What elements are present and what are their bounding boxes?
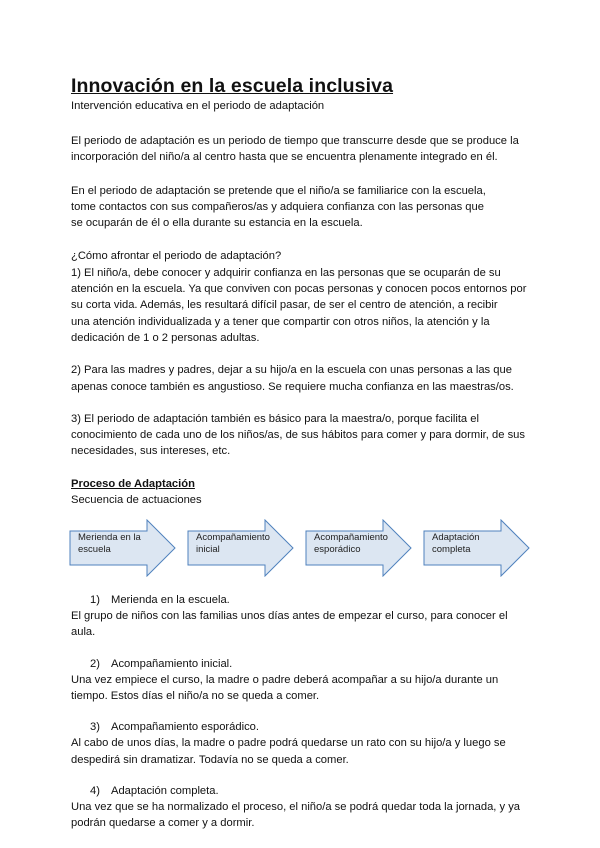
step-heading xyxy=(90,656,541,672)
process-subheading: Secuencia de actuaciones xyxy=(71,493,202,506)
sequence-step-label: Merienda en la escuela xyxy=(78,532,141,556)
spacer xyxy=(71,166,541,183)
spacer xyxy=(71,641,541,656)
sequence-arrow xyxy=(69,519,177,577)
sequence-step-label: Acompañamiento inicial xyxy=(196,532,270,556)
step-description: Al cabo de unos días, la madre o padre podrá quedarse un rato con su hijo/a y luego se despedirá sin dramatizar. Todavía no se queda a comer. xyxy=(71,737,506,766)
document-subtitle: Intervención educativa en el periodo de adaptación xyxy=(71,100,325,112)
intro-paragraph: En el periodo de adaptación se pretende que el niño/a se familiarice con la escuela, tome contactos con sus compañeros/as y adquiera confianza con las personas que se ocuparán de él o ella durante su estancia en la escuela. xyxy=(71,184,486,230)
step-description: Una vez empiece el curso, la madre o padre deberá acompañar a su hijo/a durante un tiempo. Estos días el niño/a no se queda a comer. xyxy=(71,673,499,702)
document-page xyxy=(71,74,541,831)
step-title: Acompañamiento inicial. xyxy=(111,657,233,670)
step-title: Adaptación completa. xyxy=(111,784,219,797)
sequence-arrow xyxy=(187,519,295,577)
step-title: Acompañamiento esporádico. xyxy=(111,721,260,734)
step-heading xyxy=(90,783,541,799)
step-number: 1) xyxy=(90,594,100,607)
sequence-arrow xyxy=(305,519,413,577)
process-heading: Proceso de Adaptación xyxy=(71,477,195,490)
spacer xyxy=(71,460,541,476)
sequence-step-label: Acompañamiento esporádico xyxy=(314,532,388,556)
document-title: Innovación en la escuela inclusiva xyxy=(71,75,394,97)
step-heading xyxy=(90,719,541,735)
question-point: 3) El periodo de adaptación también es básico para la maestra/o, porque facilita el conocimiento de cada uno de los niños/as, de sus hábitos para comer y para dormir, de sus necesidades, sus intereses, etc. xyxy=(71,412,525,458)
step-heading xyxy=(90,592,541,608)
question-point: 2) Para las madres y padres, dejar a su hijo/a en la escuela con unas personas a las que apenas conoce también es angustioso. Se requiere mucha confianza en las maestras/os. xyxy=(71,364,514,393)
spacer xyxy=(71,346,541,362)
step-title: Merienda en la escuela. xyxy=(111,594,230,607)
step-number: 4) xyxy=(90,784,100,797)
intro-paragraph: El periodo de adaptación es un periodo de tiempo que transcurre desde que se produce la incorporación del niño/a al centro hasta que se encuentra plenamente integrado en él. xyxy=(71,135,519,164)
spacer xyxy=(71,768,541,783)
sequence-step-label: Adaptación completa xyxy=(432,532,480,556)
step-description: Una vez que se ha normalizado el proceso, el niño/a se podrá quedar toda la jornada, y ya podrán quedarse a comer y a dormir. xyxy=(71,800,521,830)
sequence-diagram xyxy=(71,519,541,579)
step-number: 2) xyxy=(90,657,100,670)
step-description: El grupo de niños con las familias unos días antes de empezar el curso, para conocer el aula. xyxy=(71,610,508,639)
spacer xyxy=(71,395,541,411)
step-number: 3) xyxy=(90,721,100,734)
spacer xyxy=(71,231,541,248)
spacer xyxy=(71,704,541,719)
question-point: 1) El niño/a, debe conocer y adquirir confianza en las personas que se ocuparán de su atención en la escuela. Ya que conviven con pocas personas y conocen pocos entornos por su corta vida. Además, les resultará difícil pasar, de ser el centro de atención, a recibir una atención individualizada y a tener que compartir con otros niños, la atención y la dedicación de 1 o 2 personas adultas. xyxy=(71,266,527,344)
sequence-arrow xyxy=(423,519,531,577)
spacer xyxy=(71,114,541,133)
spacer xyxy=(71,579,541,592)
question-heading: ¿Cómo afrontar el periodo de adaptación? xyxy=(71,250,282,263)
